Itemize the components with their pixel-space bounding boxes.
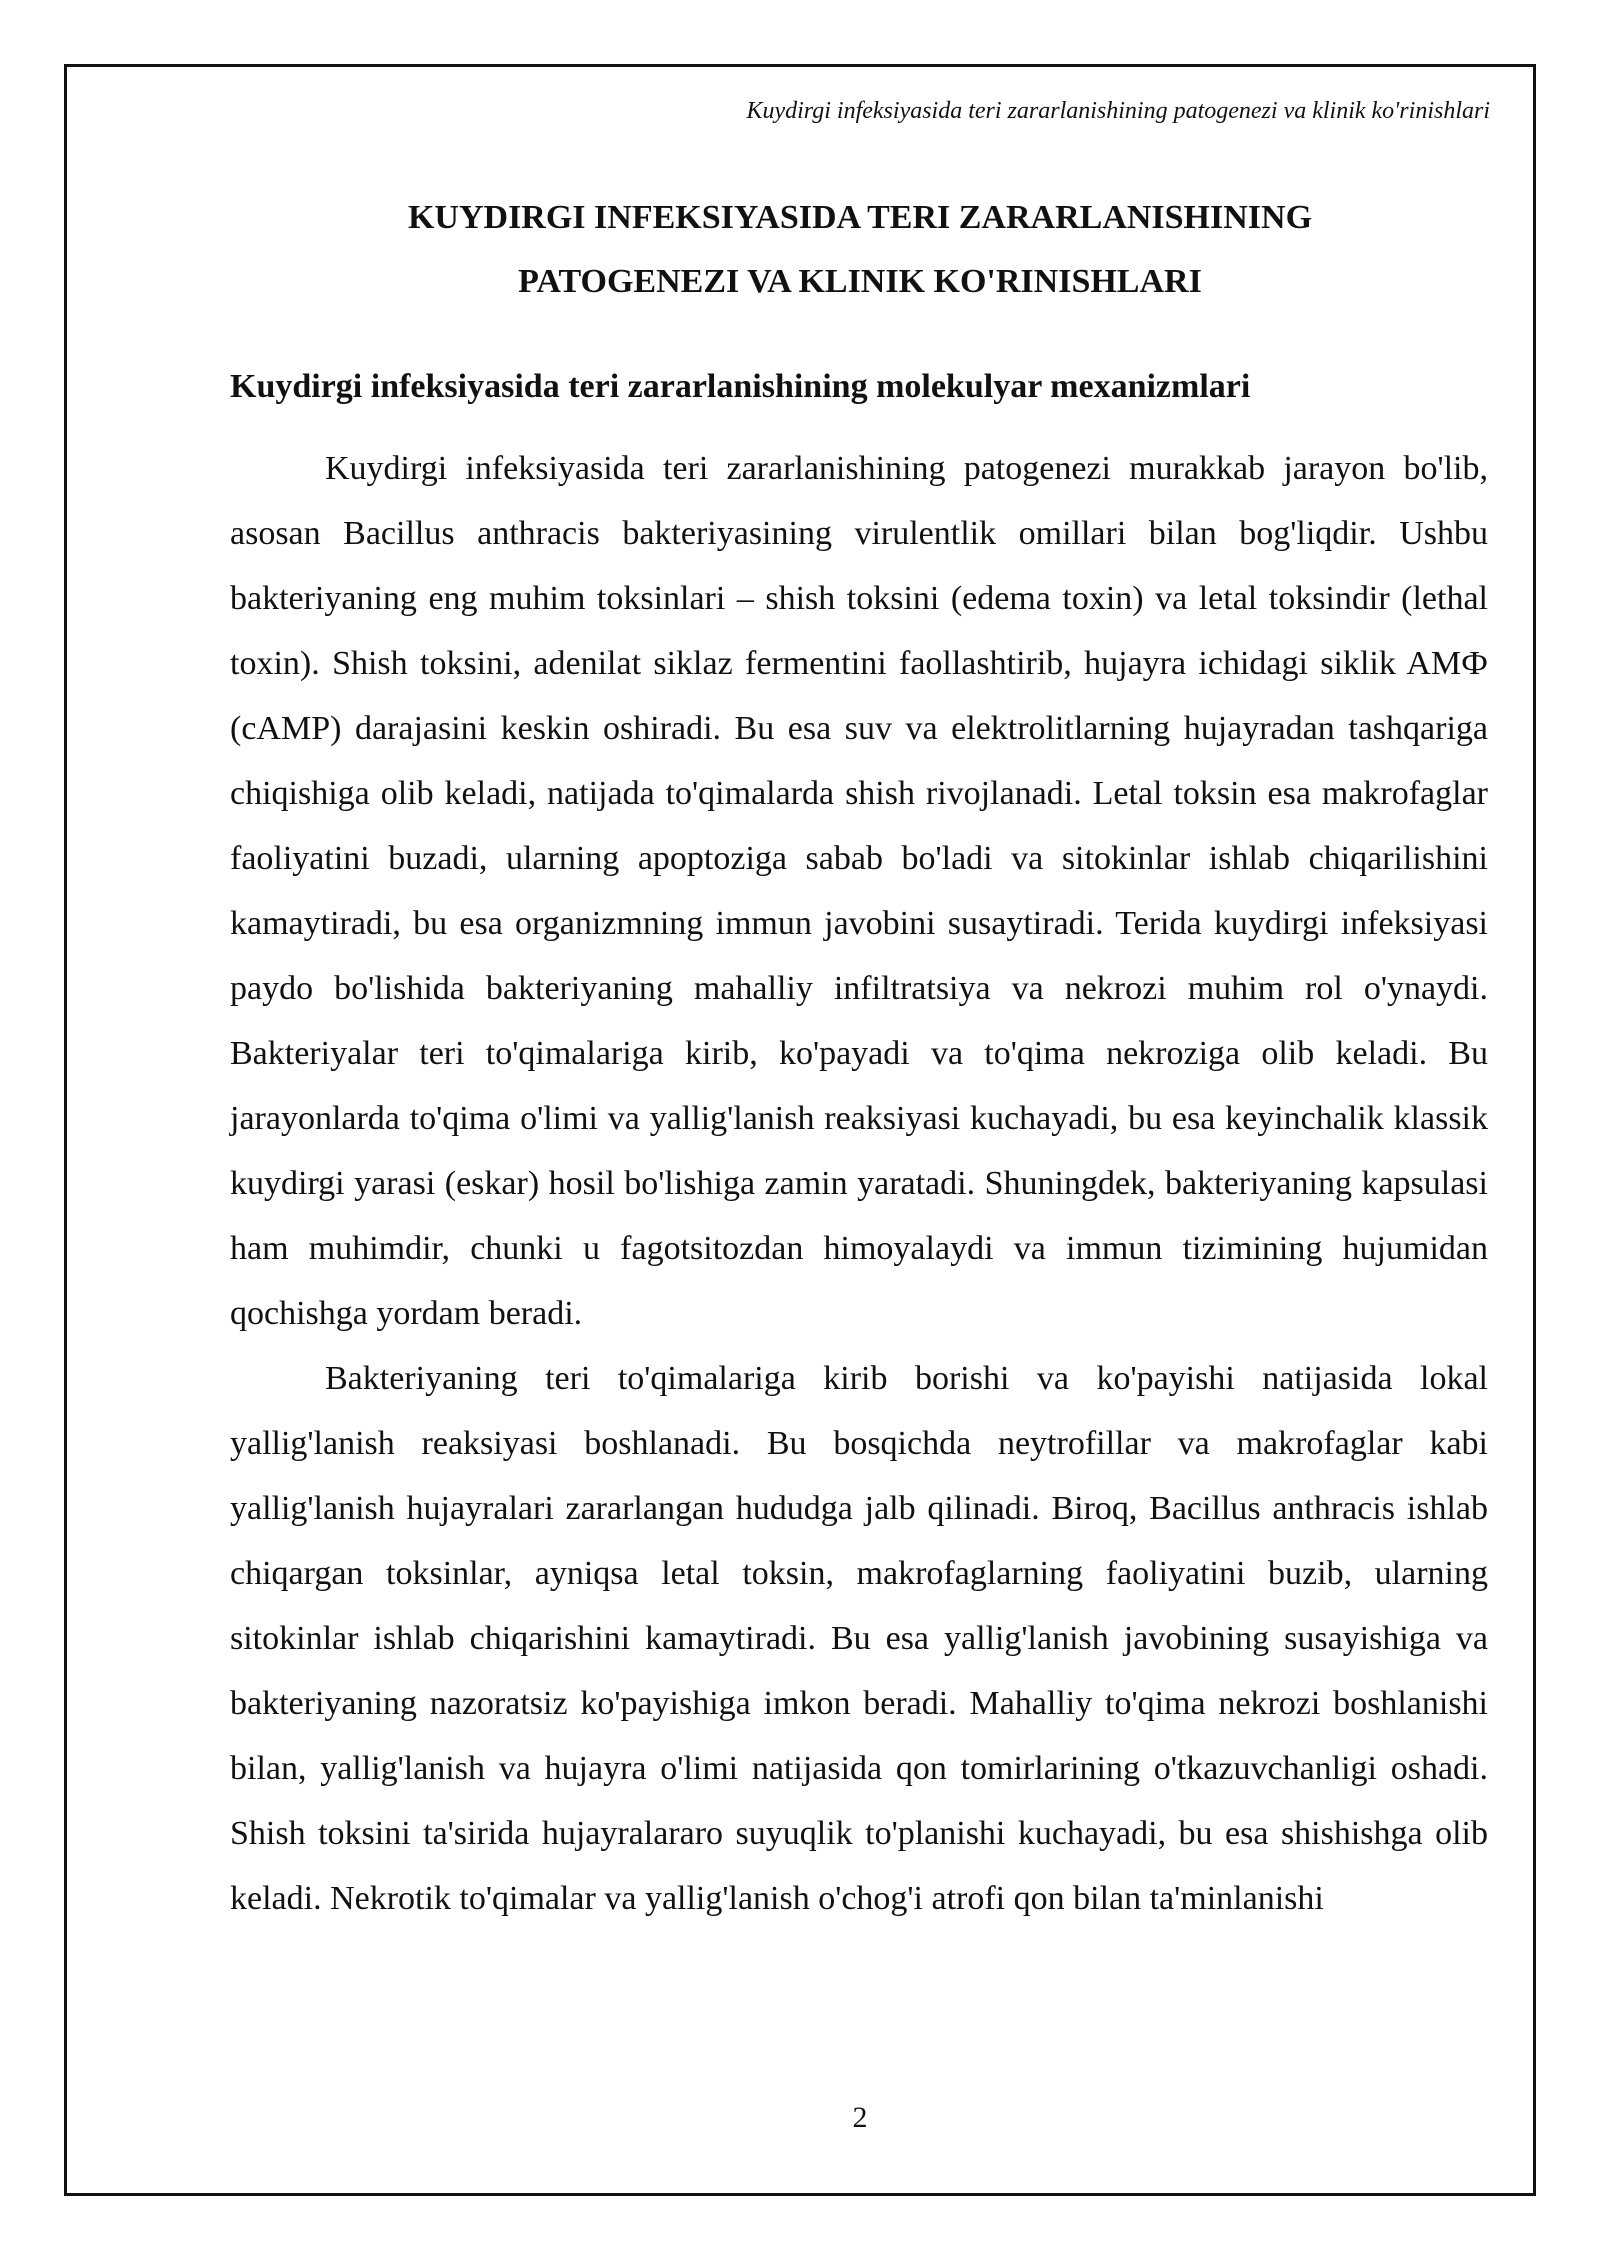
document-title-line-1: KUYDIRGI INFEKSIYASIDA TERI ZARARLANISHINING (407, 199, 1313, 236)
running-header: Kuydirgi infeksiyasida teri zararlanishining patogenezi va klinik ko'rinishlari (746, 98, 1490, 124)
document-title-line-2: PATOGENEZI VA KLINIK KO'RINISHLARI (518, 263, 1202, 300)
paragraph-1: Kuydirgi infeksiyasida teri zararlanishining patogenezi murakkab jarayon bo'lib, asosan Bacillus anthracis bakteriyasining virulentlik omillari bilan bog'liqdir. Ushbu bakteriyaning eng muhim toksinlari – shish toksini (edema toxin) va letal toksindir (lethal toxin). Shish toksini, adenilat siklaz fermentini faollashtirib, hujayra ichidagi siklik AMФ (cAMP) darajasini keskin oshiradi. Bu esa suv va elektrolitlarning hujayradan tashqariga chiqishiga olib keladi, natijada to'qimalarda shish rivojlanadi. Letal toksin esa makrofaglar faoliyatini buzadi, ularning apoptoziga sabab bo'ladi va sitokinlar ishlab chiqarilishini kamaytiradi, bu esa organizmning immun javobini susaytiradi. Terida kuydirgi infeksiyasi paydo bo'lishida bakteriyaning mahalliy infiltratsiya va nekrozi muhim rol o'ynaydi. Bakteriyalar teri to'qimalariga kirib, ko'payadi va to'qima nekroziga olib keladi. Bu jarayonlarda to'qima o'limi va yallig'lanish reaksiyasi kuchayadi, bu esa keyinchalik klassik kuydirgi yarasi (eskar) hosil bo'lishiga zamin yaratadi. Shuningdek, bakteriyaning kapsulasi ham muhimdir, chunki u fagotsitozdan himoyalaydi va immun tizimining hujumidan qochishga yordam beradi. (230, 450, 1488, 1332)
paragraph-2: Bakteriyaning teri to'qimalariga kirib borishi va ko'payishi natijasida lokal yallig'lanish reaksiyasi boshlanadi. Bu bosqichda neytrofillar va makrofaglar kabi yallig'lanish hujayralari zararlangan hududga jalb qilinadi. Biroq, Bacillus anthracis ishlab chiqargan toksinlar, ayniqsa letal toksin, makrofaglarning faoliyatini buzib, ularning sitokinlar ishlab chiqarishini kamaytiradi. Bu esa yallig'lanish javobining susayishiga va bakteriyaning nazoratsiz ko'payishiga imkon beradi. Mahalliy to'qima nekrozi boshlanishi bilan, yallig'lanish va hujayra o'limi natijasida qon tomirlarining o'tkazuvchanligi oshadi. Shish toksini ta'sirida hujayralararo suyuqlik to'planishi kuchayadi, bu esa shishishga olib keladi. Nekrotik to'qimalar va yallig'lanish o'chog'i atrofi qon bilan ta'minlanishi (230, 1360, 1488, 1917)
body-text (230, 436, 1488, 1931)
section-heading: Kuydirgi infeksiyasida teri zararlanishining molekulyar mexanizmlari (230, 368, 1251, 405)
page-number: 2 (852, 2101, 868, 2134)
document-title (230, 186, 1490, 314)
